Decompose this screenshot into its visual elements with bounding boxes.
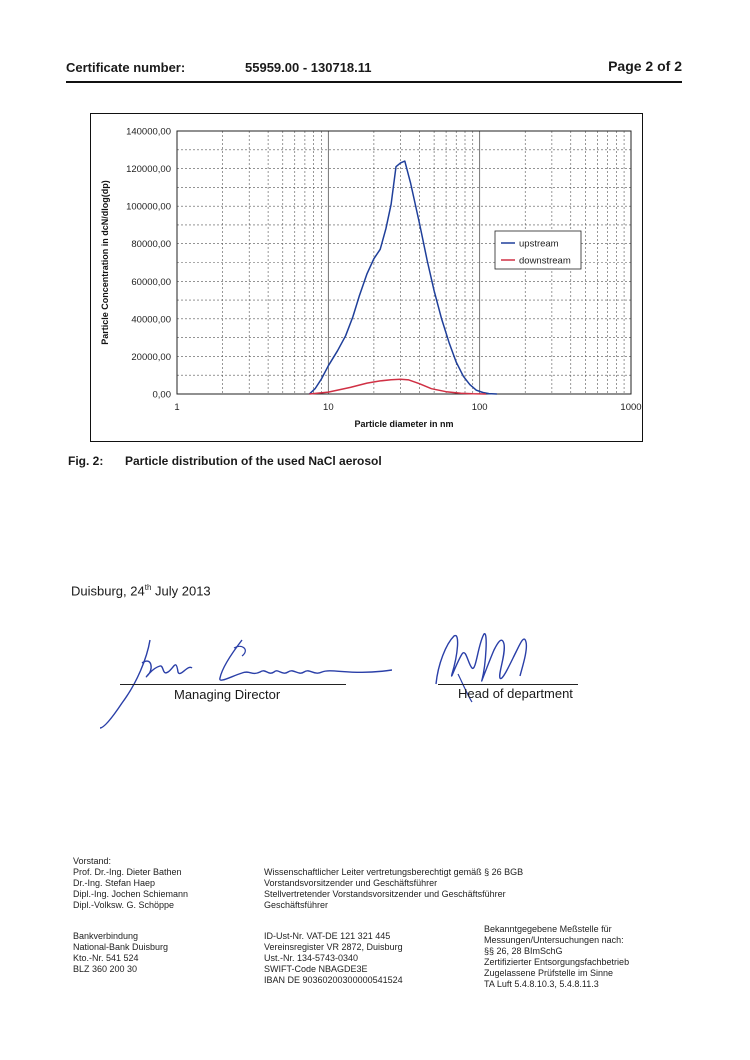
x-tick-label: 1000 (620, 402, 642, 413)
footer-accreditation-line: §§ 26, 28 BImSchG (484, 946, 563, 956)
place-date-prefix: Duisburg, 24 (71, 583, 145, 599)
footer-accreditation (484, 924, 629, 990)
managing-director-line (120, 684, 346, 685)
head-of-department-line (438, 684, 578, 685)
footer-accreditation-line: Messungen/Untersuchungen nach: (484, 935, 624, 945)
certificate-number: 55959.00 - 130718.11 (245, 60, 372, 75)
place-date-ordinal: th (144, 583, 152, 592)
x-tick-label: 100 (471, 402, 488, 413)
legend-label-downstream: downstream (519, 255, 571, 267)
particle-distribution-chart (91, 114, 644, 443)
footer-board-line: Prof. Dr.-Ing. Dieter Bathen (73, 867, 182, 877)
certificate-label: Certificate number: (66, 60, 186, 75)
legend-label-upstream: upstream (519, 238, 559, 250)
footer-board-line: Dipl.-Volksw. G. Schöppe (73, 900, 175, 910)
footer-role-line: Vorstandsvorsitzender und Geschäftsführer (264, 878, 438, 888)
x-axis-title: Particle diameter in nm (354, 419, 454, 429)
chart-frame (90, 113, 643, 442)
footer-board-line: Dr.-Ing. Stefan Haep (73, 878, 156, 888)
footer-id-line: Vereinsregister VR 2872, Duisburg (264, 942, 403, 952)
footer-accreditation-line: Zertifizierter Entsorgungsfachbetrieb (484, 957, 630, 967)
y-tick-label: 120000,00 (126, 164, 171, 176)
series-line-downstream (309, 379, 486, 394)
y-tick-label: 140000,00 (126, 126, 171, 138)
footer-id-line: Ust.-Nr. 134-5743-0340 (264, 953, 359, 963)
series-line-upstream (309, 161, 497, 394)
footer-board-line: Dipl.-Ing. Jochen Schiemann (73, 889, 189, 899)
x-tick-label: 10 (323, 402, 334, 413)
footer-bank-line: Kto.-Nr. 541 524 (73, 953, 139, 963)
managing-director-signature (92, 628, 392, 733)
footer-role-line: Wissenschaftlicher Leiter vertretungsberechtigt gemäß § 26 BGB (264, 867, 524, 877)
figure-number: Fig. 2: (68, 454, 104, 468)
footer-board-line: Vorstand: (73, 856, 112, 866)
place-date (71, 583, 211, 598)
header-rule (66, 81, 682, 83)
place-date-suffix: July 2013 (151, 583, 211, 599)
y-tick-label: 40000,00 (131, 314, 171, 326)
head-of-department-title: Head of department (458, 686, 573, 701)
footer-bank-line: BLZ 360 200 30 (73, 964, 138, 974)
footer-accreditation-line: Zugelassene Prüfstelle im Sinne (484, 968, 614, 978)
footer-board (73, 856, 188, 911)
footer-accreditation-line: TA Luft 5.4.8.10.3, 5.4.8.11.3 (484, 979, 599, 989)
footer-bank-line: Bankverbindung (73, 931, 139, 941)
footer-ids (264, 931, 403, 986)
footer-role-line: Stellvertretender Vorstandsvorsitzender und Geschäftsführer (264, 889, 506, 899)
y-tick-label: 0,00 (152, 389, 171, 401)
x-tick-label: 1 (174, 402, 180, 413)
y-tick-label: 80000,00 (131, 239, 171, 251)
footer-id-line: SWIFT-Code NBAGDE3E (264, 964, 368, 974)
footer-bank-line: National-Bank Duisburg (73, 942, 169, 952)
footer-id-line: IBAN DE 90360200300000541524 (264, 975, 403, 985)
figure-caption-text: Particle distribution of the used NaCl aerosol (125, 454, 382, 468)
footer-id-line: ID-Ust-Nr. VAT-DE 121 321 445 (264, 931, 391, 941)
y-tick-label: 60000,00 (131, 276, 171, 288)
footer-role-line: Geschäftsführer (264, 900, 329, 910)
footer-roles (264, 867, 523, 911)
footer-accreditation-line: Bekanntgegebene Meßstelle für (484, 924, 612, 934)
certificate-header (66, 58, 682, 82)
y-tick-label: 20000,00 (131, 351, 171, 363)
y-tick-label: 100000,00 (126, 201, 171, 213)
managing-director-title: Managing Director (174, 687, 281, 702)
y-axis-title: Particle Concentration in dcN/dlog(dp) (100, 180, 110, 345)
footer-bank (73, 931, 168, 975)
page-indicator: Page 2 of 2 (608, 58, 682, 74)
